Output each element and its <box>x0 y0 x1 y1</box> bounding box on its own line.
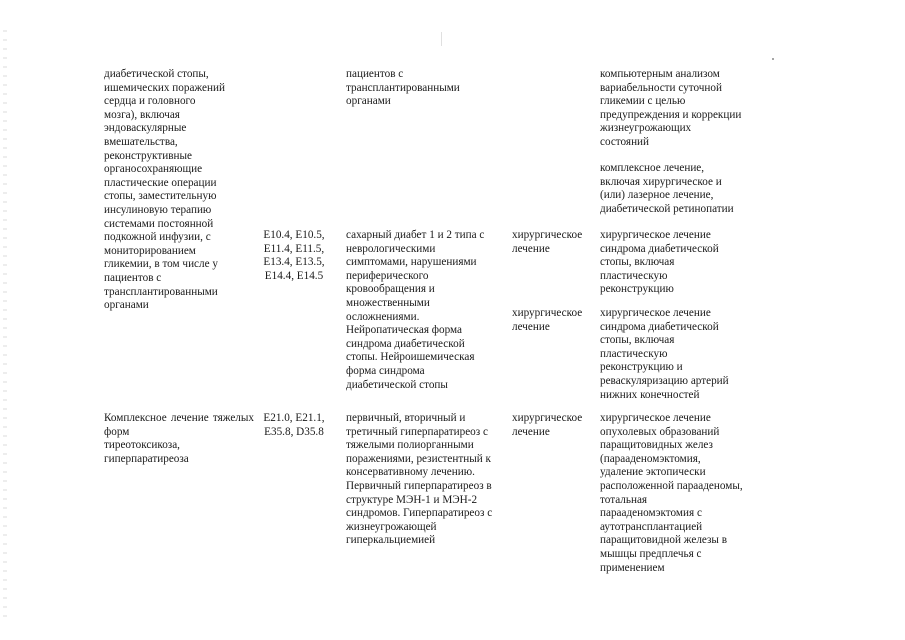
scan-top-mark <box>441 32 442 46</box>
thyroid-icd-codes: E21.0, E21.1, E35.8, D35.8 <box>263 412 325 438</box>
retinopathy-method-text: комплексное лечение, включая хирургическое и (или) лазерное лечение, диабетической ретинопатии <box>600 162 734 215</box>
thyroid-procedure-name: Комплексное лечение тяжелых форм тиреотоксикоза, гиперпаратиреоза <box>104 412 254 465</box>
continued-method-text: компьютерным анализом вариабельности суточной гликемии с целью предупреждения и коррекции жизнеугрожающих состояний <box>600 68 742 148</box>
thyroid-patient-model: первичный, вторичный и третичный гиперпаратиреоз с тяжелыми полиорганными поражениями, резистентный к консервативному лечению. Первичный гиперпаратиреоз в структуре МЭН-1 и МЭН-2 синдромов. Гиперпаратиреоз с жизнеугрожающей гиперкальциемией <box>346 412 493 547</box>
scan-speck <box>772 58 774 60</box>
diabetes-method-2: хирургическое лечение синдрома диабетической стопы, включая пластическую реконструкцию и реваскуляризацию артерий нижних конечностей <box>600 307 729 401</box>
continued-model-text: пациентов с трансплантированными органами <box>346 68 460 108</box>
diabetes-treatment-type-2: хирургическое лечение <box>512 307 583 333</box>
continued-procedure-text: диабетической стопы, ишемических поражений сердца и головного мозга), включая эндоваскулярные вмешательства, реконструктивные органосохраняющие пластические операции стопы, заместительную инсулиновую терапию системами постоянной подкожной инфузии, с мониторированием гликемии, в том числе у пациентов с трансплантированными органами <box>104 68 225 312</box>
thyroid-method: хирургическое лечение опухолевых образований паращитовидных желез (парааденомэктомия, удаление эктопически расположенной парааденомы, тотальная парааденомэктомия с аутотрансплантацией паращитовидной железы в мышцы предплечья с применением <box>600 412 743 574</box>
diabetes-method-1: хирургическое лечение синдрома диабетической стопы, включая пластическую реконструкцию <box>600 229 719 296</box>
scan-edge-marks <box>3 30 7 620</box>
diabetes-icd-codes: E10.4, E10.5, E11.4, E11.5, E13.4, E13.5, E14.4, E14.5 <box>263 229 325 282</box>
thyroid-treatment-type: хирургическое лечение <box>512 412 583 438</box>
diabetes-treatment-type-1: хирургическое лечение <box>512 229 583 255</box>
diabetes-patient-model: сахарный диабет 1 и 2 типа с неврологическими симптомами, нарушениями периферического кровообращения и множественными осложнениями. Нейропатическая форма синдрома диабетической стопы. Нейроишемическая форма синдрома диабетической стопы <box>346 229 485 391</box>
